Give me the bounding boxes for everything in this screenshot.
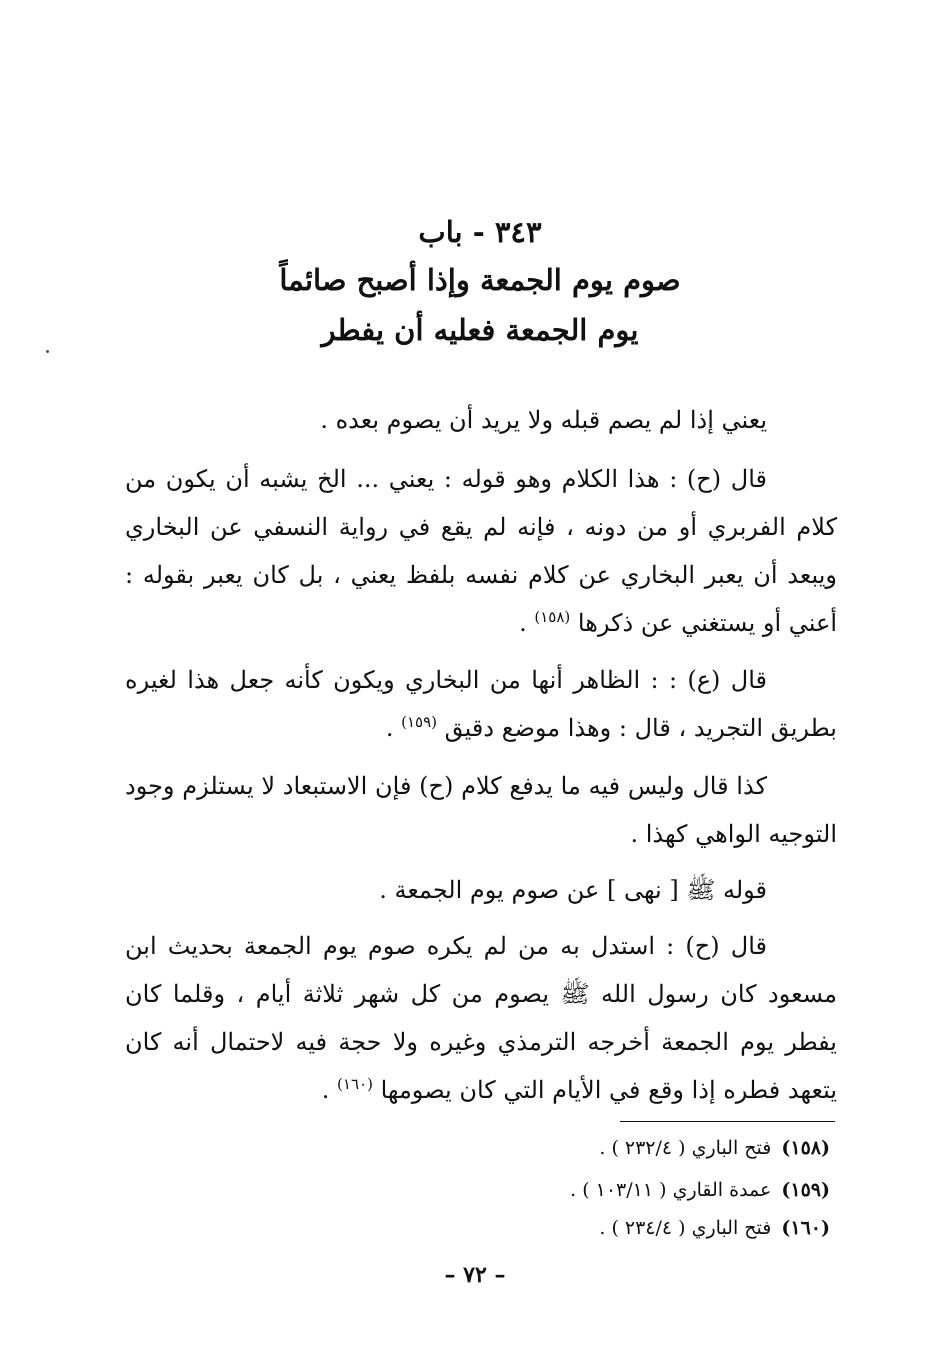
footnote-number: (١٥٨) <box>781 1137 830 1159</box>
footnote-text: فتح الباري ( ٢٣٤/٤ ) . <box>599 1217 772 1239</box>
paragraph-2 <box>125 455 837 647</box>
page-number: – ٧٢ – <box>444 1262 506 1288</box>
chapter-title-line-1: صوم يوم الجمعة وإذا أصبح صائماً <box>279 263 681 297</box>
footnote-ref: (١٥٨) <box>534 608 571 626</box>
footnote-number: (١٥٩) <box>781 1179 830 1201</box>
footnote-number: (١٦٠) <box>781 1217 830 1239</box>
paragraph-text: قوله ﷺ [ نهى ] عن صوم يوم الجمعة . <box>379 876 767 904</box>
scan-speck <box>46 350 49 353</box>
chapter-title-line-2: يوم الجمعة فعليه أن يفطر <box>321 313 639 347</box>
paragraph-end: . <box>385 714 402 742</box>
footnote-ref: (١٥٩) <box>401 713 438 731</box>
paragraph-text: كذا قال وليس فيه ما يدفع كلام (ح) فإن الاستبعاد لا يستلزم وجود التوجيه الواهي كهذا . <box>125 772 837 848</box>
chapter-number: ٣٤٣ - باب <box>418 215 542 249</box>
paragraph-text: قال (ح) : هذا الكلام وهو قوله : يعني ... الخ يشبه أن يكون من كلام الفربري أو من دونه ، فإنه لم يقع في رواية النسفي عن البخاري ويبعد أن يعبر البخاري عن كلام نفسه بلفظ يعني ، بل كان يعبر بقوله : أعني أو يستغني عن ذكرها <box>125 465 837 637</box>
footnote-1 <box>300 1134 830 1162</box>
paragraph-1 <box>125 396 837 444</box>
paragraph-4 <box>125 762 837 858</box>
footnote-text: عمدة القاري ( ١٠٣/١١ ) . <box>570 1179 772 1201</box>
paragraph-end: . <box>519 609 535 637</box>
paragraph-text: يعني إذا لم يصم قبله ولا يريد أن يصوم بعده . <box>320 406 767 434</box>
footnote-ref: (١٦٠) <box>337 1075 373 1093</box>
footnote-text: فتح الباري ( ٢٣٢/٤ ) . <box>599 1137 772 1159</box>
paragraph-end: . <box>321 1076 338 1104</box>
paragraph-6 <box>125 922 837 1114</box>
footnote-3 <box>300 1214 830 1242</box>
paragraph-text: قال (ع) : : الظاهر أنها من البخاري ويكون كأنه جعل هذا لغيره بطريق التجريد ، قال : وهذا موضع دقيق <box>125 666 837 742</box>
paragraph-5 <box>125 866 837 914</box>
paragraph-3 <box>125 656 837 752</box>
footnote-2 <box>300 1176 830 1204</box>
footnote-separator <box>620 1121 835 1122</box>
paragraph-text: قال (ح) : استدل به من لم يكره صوم يوم الجمعة بحديث ابن مسعود كان رسول الله ﷺ يصوم من كل شهر ثلاثة أيام ، وقلما كان يفطر يوم الجمعة أخرجه الترمذي وغيره ولا حجة فيه لاحتمال أنه كان يتعهد فطره إذا وقع في الأيام التي كان يصومها <box>125 932 837 1104</box>
